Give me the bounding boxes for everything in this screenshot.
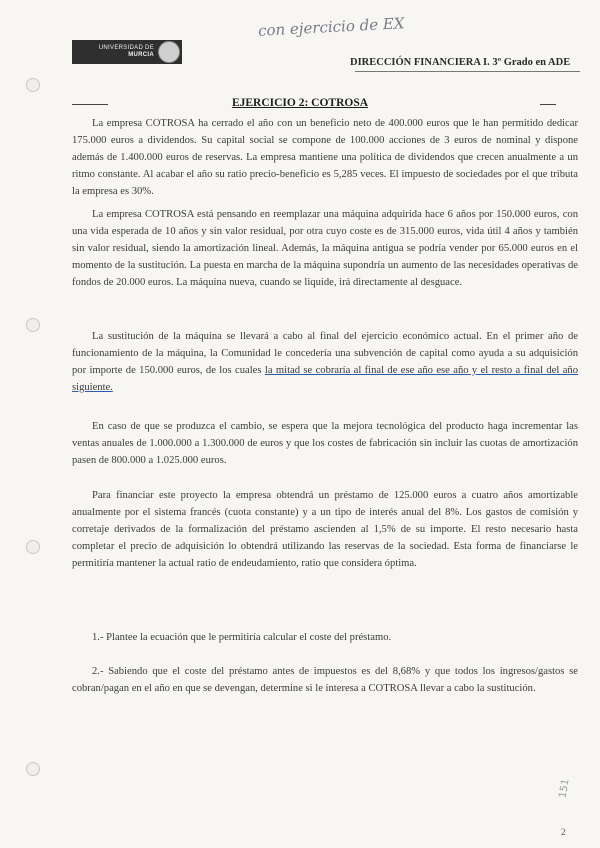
paragraph-1: La empresa COTROSA ha cerrado el año con un beneficio neto de 400.000 euros que le han permitido dedicar 175.000 euros a dividendos. Su capital social se compone de 100.000 acciones de 3 euros de nominal y dispone además de 1.400.000 euros de reservas. La empresa mantiene una política de dividendos que crecen anualmente a un ritmo constante. Al acabar el año su ratio precio-beneficio es 5,285 veces. El impuesto de sociedades por el que tributa la empresa es 30%. <box>72 118 578 197</box>
title-rule-right <box>540 104 556 105</box>
logo-line-1: UNIVERSIDAD DE <box>98 45 154 51</box>
paragraph-5: Para financiar este proyecto la empresa obtendrá un préstamo de 125.000 euros a cuatro años amortizable anualmente por el sistema francés (cuota constante) y a un tipo de interés anual del 8%. Los gastos de comisión y corretaje derivados de la formalización del préstamo ascienden al 1,5% de su importe. El resto necesario hasta completar el precio de adquisición lo obtendrá utilizando las reservas de la sociedad. Esta forma de financiarse le permitiría mantener la actual ratio de endeudamiento, ratio que considera óptima. <box>72 490 578 569</box>
margin-note: 151 <box>557 778 572 799</box>
paragraph-3 <box>72 328 578 396</box>
course-header: DIRECCIÓN FINANCIERA I. 3º Grado en ADE <box>350 57 571 68</box>
punch-hole-icon <box>26 540 40 554</box>
paragraph-3-text: La sustitución de la máquina se llevará a cabo al final del ejercicio económico actual. En el primer año de funcionamiento de la máquina, la Comunidad le concedería una subvención de capital como ayuda a su adquisición por importe de 150.000 euros, de los cuales <box>72 331 578 376</box>
exercise-title: EJERCICIO 2: COTROSA <box>231 97 369 109</box>
paragraph-2: La empresa COTROSA está pensando en reemplazar una máquina adquirida hace 6 años por 150.000 euros, con una vida esperada de 10 años y sin valor residual, por otra cuyo coste es de 315.000 euros, vida útil 4 años y también sin valor residual, siendo la amortización lineal. Además, la máquina antigua se podría vender por 65.000 euros en el momento de la sustitución. La puesta en marcha de la máquina supondría un aumento de las necesidades operativas de fondos de 20.000 euros. La máquina nueva, cuando se liquide, irá directamente al desguace. <box>72 209 578 288</box>
underlined-phrase: la mitad se cobraría al final de ese año ese año y el resto a final del año siguiente. <box>72 365 578 393</box>
page-number: 2 <box>561 827 566 837</box>
paragraph-4: En caso de que se produzca el cambio, se espera que la mejora tecnológica del producto haga incrementar las ventas anuales de 1.000.000 a 1.300.000 de euros y que los costes de fabricación sin incluir las cuotas de amortización pasen de 800.000 a 1.025.000 euros. <box>72 421 578 466</box>
handwritten-note: con ejercicio de EX <box>257 14 405 40</box>
question-1: 1.- Plantee la ecuación que le permitiría calcular el coste del préstamo. <box>92 632 392 643</box>
punch-hole-icon <box>26 762 40 776</box>
punch-hole-icon <box>26 78 40 92</box>
question-2: 2.- Sabiendo que el coste del préstamo antes de impuestos es del 8,68% y que todos los ingresos/gastos se cobran/pagan en el año en que se devengan, determine si le interesa a COTROSA llevar a cabo la sustitución. <box>72 666 578 694</box>
university-seal-icon <box>158 41 180 63</box>
header-rule <box>355 71 580 72</box>
university-logo <box>72 40 182 64</box>
logo-line-2: MURCIA <box>128 52 154 58</box>
punch-hole-icon <box>26 318 40 332</box>
